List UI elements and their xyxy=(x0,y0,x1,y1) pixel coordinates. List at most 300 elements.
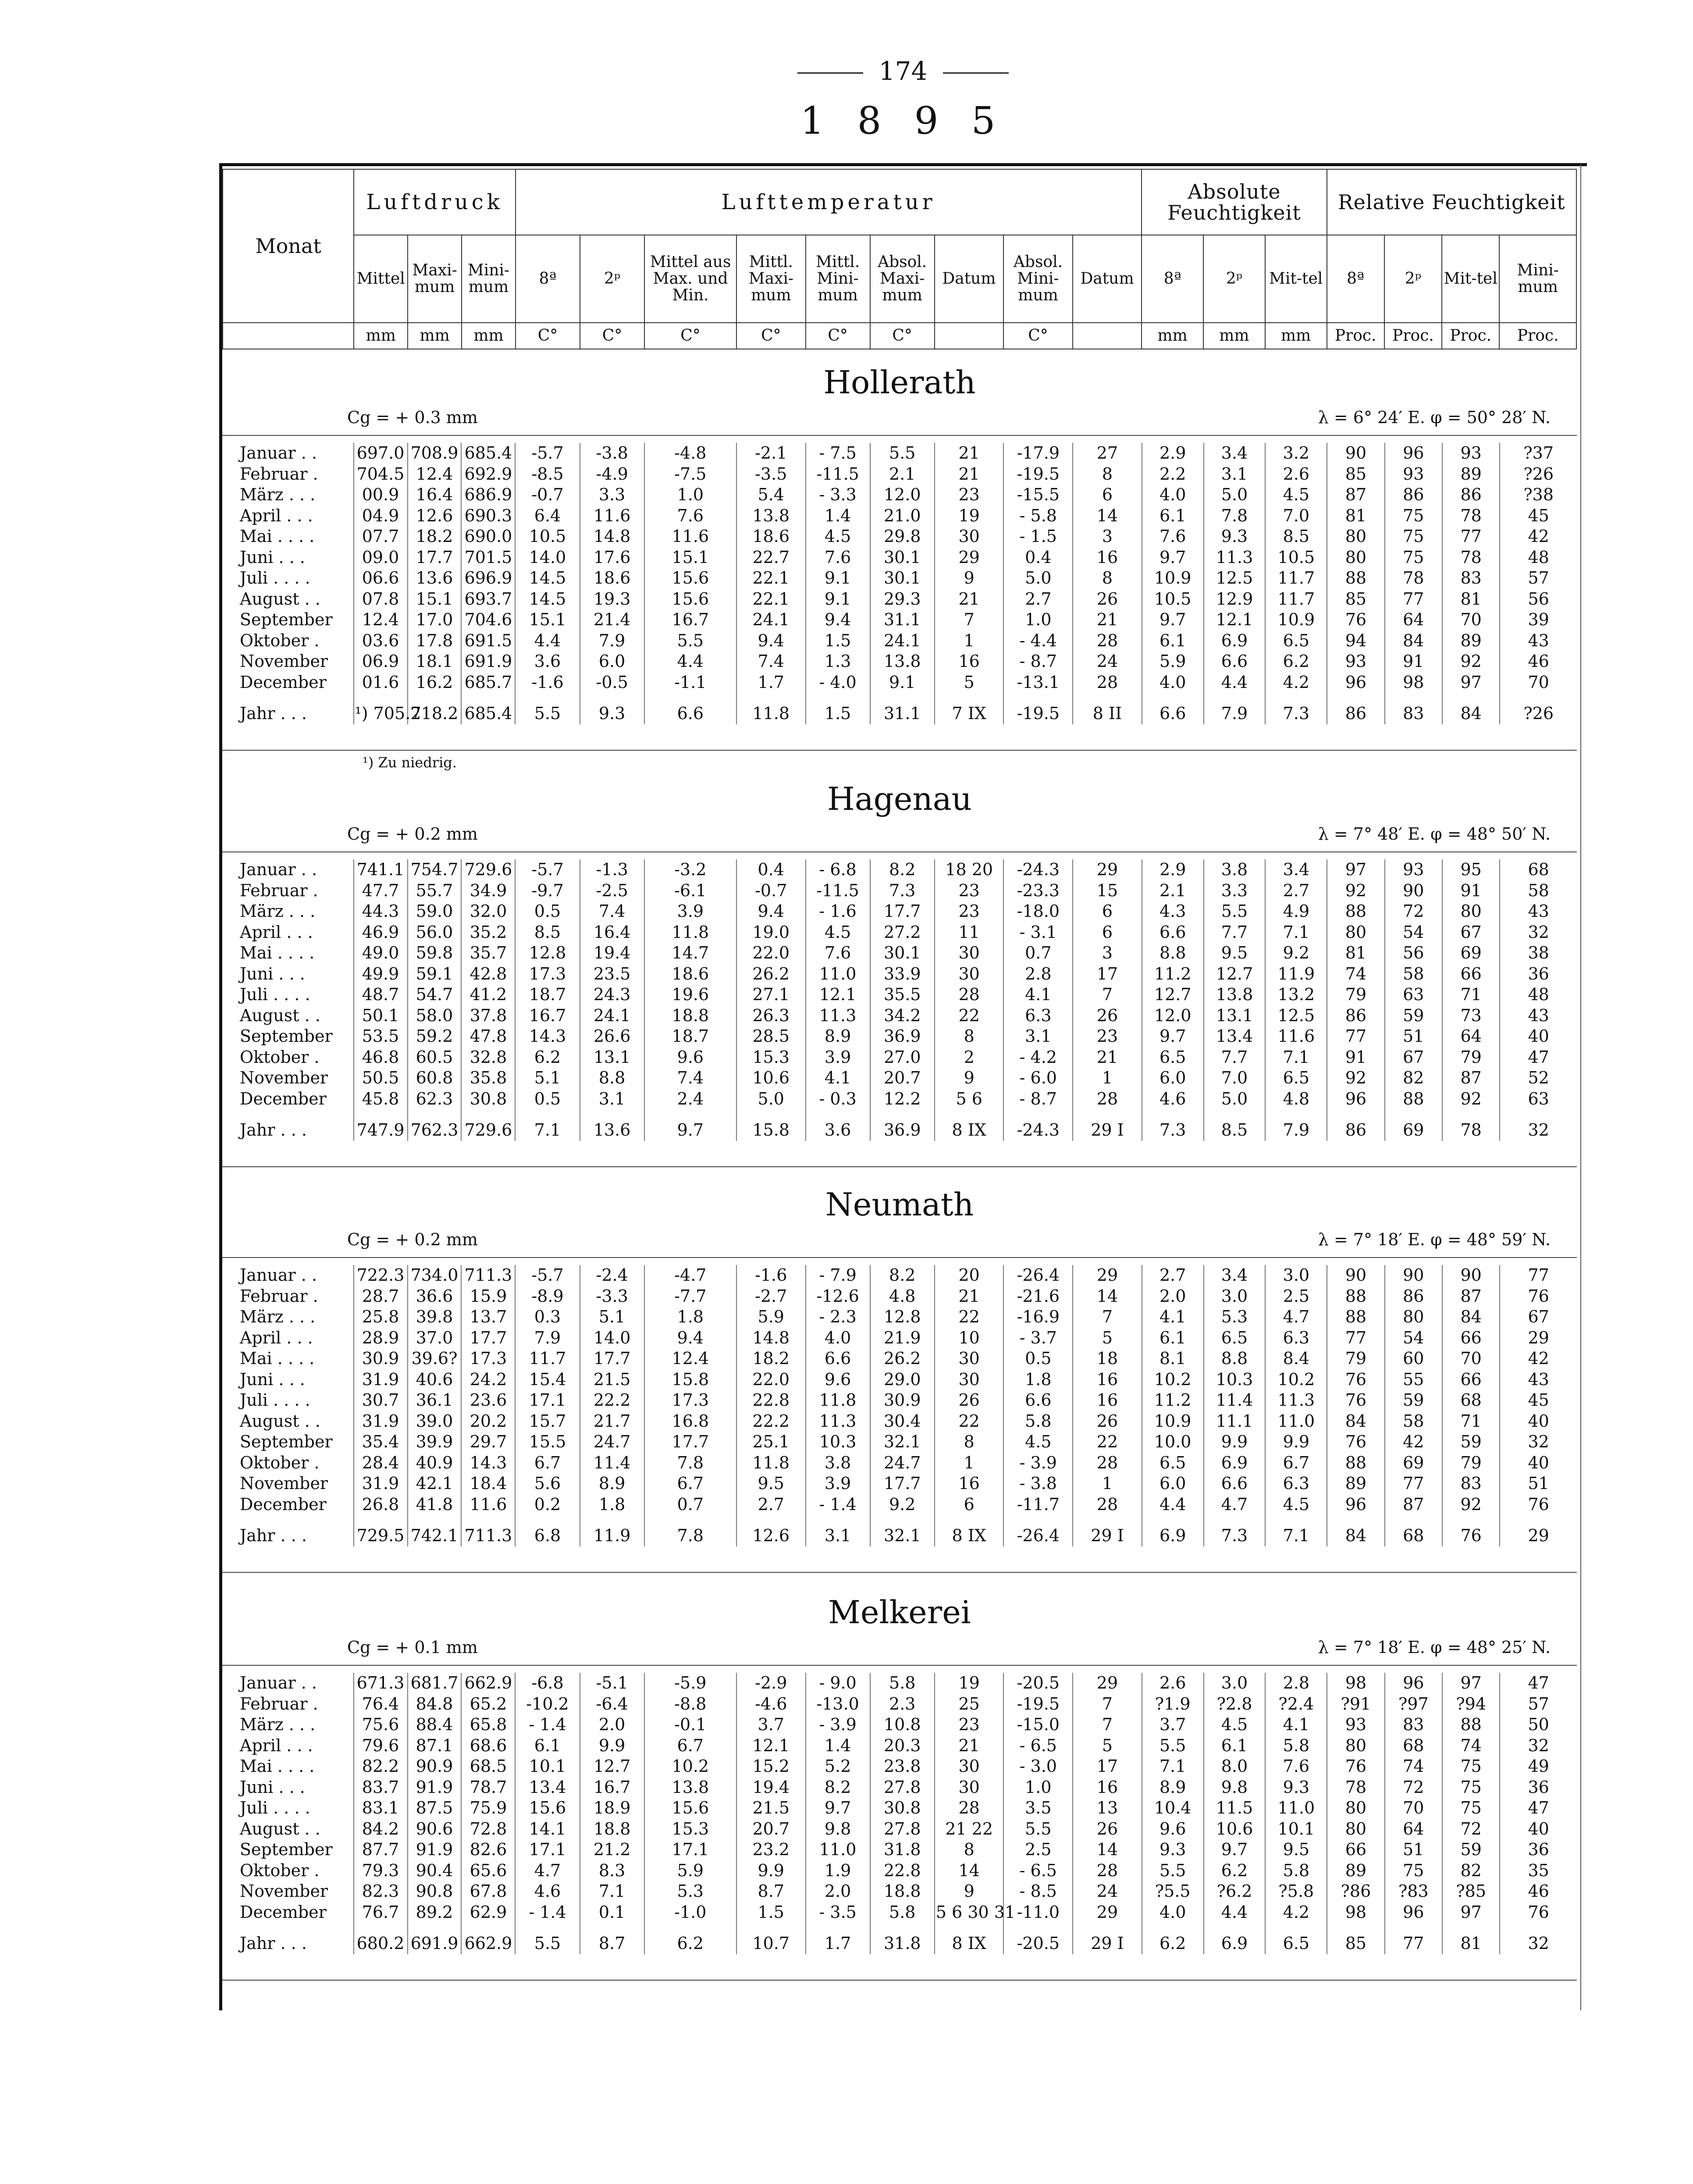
data-cell: 12.4 xyxy=(644,1348,736,1369)
data-cell: ?1.9 xyxy=(1142,1694,1204,1715)
data-cell: 5.9 xyxy=(736,1307,806,1328)
data-cell: 31.1 xyxy=(870,693,935,724)
data-cell: 04.9 xyxy=(354,506,408,527)
data-cell: 9 xyxy=(935,1068,1004,1089)
data-cell: 51 xyxy=(1385,1839,1442,1860)
data-cell: 11.3 xyxy=(1204,547,1266,568)
data-cell: 9.4 xyxy=(806,609,870,631)
data-cell: 4.5 xyxy=(1204,1714,1266,1735)
data-cell: 38 xyxy=(1500,943,1577,964)
month-row xyxy=(222,443,1577,464)
data-cell: 88 xyxy=(1327,1453,1384,1474)
data-cell: 70 xyxy=(1442,1348,1500,1369)
data-cell: 98 xyxy=(1327,1673,1384,1694)
data-cell: -6.4 xyxy=(580,1694,644,1715)
data-cell: -15.0 xyxy=(1003,1714,1073,1735)
data-cell: 2.8 xyxy=(1003,964,1073,985)
header-col: Mini-mum xyxy=(462,235,516,323)
data-cell: 30.1 xyxy=(870,568,935,589)
data-cell: 6.6 xyxy=(644,693,736,724)
data-cell: 23 xyxy=(935,880,1004,901)
data-cell: 39.8 xyxy=(408,1307,462,1328)
data-cell: 65.8 xyxy=(461,1714,515,1735)
data-cell: 17.6 xyxy=(580,547,644,568)
month-label: Mai . . . . xyxy=(240,1349,315,1368)
data-cell: 15.3 xyxy=(736,1047,806,1068)
data-cell: 68.5 xyxy=(461,1756,515,1777)
header-col: Mittel aus Max. und Min. xyxy=(644,235,736,323)
data-cell: -3.3 xyxy=(580,1286,644,1307)
data-cell: 46 xyxy=(1500,651,1577,672)
data-cell: 92 xyxy=(1327,1068,1384,1089)
data-cell: 77 xyxy=(1442,526,1500,547)
data-cell: 92 xyxy=(1442,651,1500,672)
data-cell: 9 xyxy=(935,1881,1004,1902)
data-cell: 13.8 xyxy=(870,651,935,672)
data-cell: -4.7 xyxy=(644,1265,736,1286)
station-cg: Cg = + 0.2 mm xyxy=(347,1230,478,1249)
header-lufttemperatur: Lufttemperatur xyxy=(516,169,1142,235)
station-rule xyxy=(222,435,1577,436)
data-cell: 15.1 xyxy=(644,547,736,568)
data-cell: 78 xyxy=(1385,568,1442,589)
data-cell: 10.4 xyxy=(1142,1798,1204,1819)
station-footnote: ¹) Zu niedrig. xyxy=(363,754,457,771)
data-cell: 66 xyxy=(1442,964,1500,985)
data-cell: 90 xyxy=(1442,1265,1500,1286)
data-cell: 5.8 xyxy=(1265,1735,1327,1756)
data-cell: 11.6 xyxy=(1265,1026,1327,1047)
month-label: August . . xyxy=(240,1411,320,1431)
data-cell: 88 xyxy=(1327,901,1384,922)
data-cell: 2.9 xyxy=(1142,859,1204,880)
data-cell: 0.5 xyxy=(515,1089,580,1110)
data-cell: 86 xyxy=(1385,485,1442,506)
data-cell: 16 xyxy=(1073,1390,1142,1411)
data-cell: 77 xyxy=(1327,1026,1384,1047)
data-cell: 12.7 xyxy=(580,1756,644,1777)
data-cell: 80 xyxy=(1385,1307,1442,1328)
data-cell: 80 xyxy=(1327,547,1384,568)
header-unit: C° xyxy=(736,323,806,349)
data-cell: 28.9 xyxy=(354,1328,408,1349)
data-cell: 8.7 xyxy=(736,1881,806,1902)
data-cell: 59 xyxy=(1442,1839,1500,1860)
data-cell: 15.6 xyxy=(644,1798,736,1819)
data-cell: 74 xyxy=(1442,1735,1500,1756)
data-cell: 6.2 xyxy=(515,1047,580,1068)
data-cell: 6.4 xyxy=(515,506,580,527)
data-cell: 21 22 xyxy=(935,1819,1004,1840)
data-cell: 88 xyxy=(1327,568,1384,589)
data-cell: 11.0 xyxy=(1265,1411,1327,1432)
data-cell: 8 xyxy=(1073,568,1142,589)
data-cell: 34.9 xyxy=(461,880,515,901)
page-number-dash-right xyxy=(943,72,1009,74)
data-cell: 17.7 xyxy=(870,901,935,922)
data-cell: ?2.4 xyxy=(1265,1694,1327,1715)
month-row xyxy=(222,1307,1577,1328)
month-row xyxy=(222,1286,1577,1307)
data-cell: -7.5 xyxy=(644,464,736,485)
data-cell: 89 xyxy=(1327,1860,1384,1881)
data-cell: 74 xyxy=(1385,1756,1442,1777)
data-cell: 12.7 xyxy=(1204,964,1266,985)
data-cell: 4.7 xyxy=(515,1860,580,1881)
data-cell: 11.9 xyxy=(1265,964,1327,985)
data-cell: 90.9 xyxy=(408,1756,462,1777)
data-cell: 51 xyxy=(1385,1026,1442,1047)
data-cell: 3.8 xyxy=(806,1453,870,1474)
data-cell: 15.3 xyxy=(644,1819,736,1840)
data-cell: 91 xyxy=(1327,1047,1384,1068)
header-unit xyxy=(935,323,1004,349)
data-cell: 0.5 xyxy=(1003,1348,1073,1369)
data-cell: 14.7 xyxy=(644,943,736,964)
data-cell: 12.5 xyxy=(1204,568,1266,589)
data-cell: 6.9 xyxy=(1142,1515,1204,1546)
month-row xyxy=(222,1369,1577,1390)
data-cell: 4.6 xyxy=(515,1881,580,1902)
data-cell: 1.7 xyxy=(736,672,806,693)
data-cell: 8 IX xyxy=(935,1923,1004,1954)
data-cell: 2.5 xyxy=(1003,1839,1073,1860)
data-cell: 29 xyxy=(1073,1902,1142,1923)
data-cell: 46.9 xyxy=(354,922,408,943)
data-cell: 21 xyxy=(935,443,1004,464)
data-cell: 5 xyxy=(935,672,1004,693)
month-row xyxy=(222,1756,1577,1777)
data-cell: 3 xyxy=(1073,526,1142,547)
data-cell: 10.5 xyxy=(1142,589,1204,610)
data-cell: 3.4 xyxy=(1204,1265,1266,1286)
data-cell: 75 xyxy=(1385,1860,1442,1881)
data-cell: 9.9 xyxy=(1204,1432,1266,1453)
data-cell: 9.6 xyxy=(644,1047,736,1068)
data-cell: 84 xyxy=(1327,1515,1384,1546)
data-cell: 6.3 xyxy=(1265,1328,1327,1349)
data-cell: 29 I xyxy=(1073,1109,1142,1141)
month-row xyxy=(222,526,1577,547)
data-cell: 24.1 xyxy=(736,609,806,631)
data-cell: 28.7 xyxy=(354,1286,408,1307)
data-cell: 28.4 xyxy=(354,1453,408,1474)
data-cell: 9.9 xyxy=(1265,1432,1327,1453)
data-cell: 11.6 xyxy=(580,506,644,527)
data-cell: 23.6 xyxy=(461,1390,515,1411)
header-unit: C° xyxy=(1003,323,1073,349)
data-cell: - 6.0 xyxy=(1003,1068,1073,1089)
data-cell: -5.7 xyxy=(515,1265,580,1286)
data-cell: 16 xyxy=(1073,547,1142,568)
data-cell: 22.1 xyxy=(736,568,806,589)
page-number xyxy=(0,56,1693,86)
data-cell: 31.8 xyxy=(870,1923,935,1954)
data-cell: 35.2 xyxy=(461,922,515,943)
data-cell: 20.7 xyxy=(736,1819,806,1840)
data-cell: 8.8 xyxy=(580,1068,644,1089)
data-cell: 22 xyxy=(935,1411,1004,1432)
station-table xyxy=(222,1673,1577,1954)
data-cell: 5.1 xyxy=(580,1307,644,1328)
data-cell: 18 20 xyxy=(935,859,1004,880)
data-cell: 41.2 xyxy=(461,984,515,1005)
data-cell: 30.1 xyxy=(870,547,935,568)
data-cell: 4.5 xyxy=(1003,1432,1073,1453)
data-cell: 76 xyxy=(1500,1286,1577,1307)
data-cell: 2.4 xyxy=(644,1089,736,1110)
data-cell: 9.9 xyxy=(736,1860,806,1881)
data-cell: 11.8 xyxy=(736,1453,806,1474)
data-cell: - 5.8 xyxy=(1003,506,1073,527)
month-row xyxy=(222,1735,1577,1756)
data-cell: -11.5 xyxy=(806,464,870,485)
data-cell: 10.1 xyxy=(1265,1819,1327,1840)
data-cell: 5 6 xyxy=(935,1089,1004,1110)
data-cell: 3 xyxy=(1073,943,1142,964)
data-cell: 5.8 xyxy=(1265,1860,1327,1881)
data-cell: 32 xyxy=(1500,922,1577,943)
data-cell: 94 xyxy=(1327,631,1384,652)
data-cell: 49 xyxy=(1500,1756,1577,1777)
data-cell: 72 xyxy=(1385,1777,1442,1798)
data-cell: - 3.7 xyxy=(1003,1328,1073,1349)
data-cell: 30 xyxy=(935,1777,1004,1798)
data-cell: 65.6 xyxy=(461,1860,515,1881)
data-cell: 9.6 xyxy=(1142,1819,1204,1840)
data-cell: 8 xyxy=(1073,464,1142,485)
data-cell: 27.2 xyxy=(870,922,935,943)
data-cell: 72 xyxy=(1385,901,1442,922)
data-cell: 708.9 xyxy=(408,443,462,464)
data-cell: 6.9 xyxy=(1204,1453,1266,1474)
data-cell: 23.2 xyxy=(736,1839,806,1860)
data-cell: 58.0 xyxy=(408,1005,462,1026)
data-cell: 10.2 xyxy=(644,1756,736,1777)
data-cell: 24.3 xyxy=(580,984,644,1005)
data-cell: 1.5 xyxy=(806,631,870,652)
data-cell: 4.4 xyxy=(1204,1902,1266,1923)
data-cell: 7.9 xyxy=(1265,1109,1327,1141)
data-cell: 30.4 xyxy=(870,1411,935,1432)
data-cell: 76 xyxy=(1327,609,1384,631)
data-cell: 7.4 xyxy=(736,651,806,672)
month-row xyxy=(222,485,1577,506)
data-cell: 8.5 xyxy=(1204,1109,1266,1141)
data-cell: 24 xyxy=(1073,651,1142,672)
data-cell: 06.6 xyxy=(354,568,408,589)
page-number-text: 174 xyxy=(879,56,928,86)
month-label: November xyxy=(240,652,328,671)
data-cell: 11.7 xyxy=(1265,589,1327,610)
header-col: 8ª xyxy=(1142,235,1203,323)
data-cell: -6.8 xyxy=(515,1673,580,1694)
data-cell: 6.6 xyxy=(1204,1473,1266,1494)
data-cell: 6.0 xyxy=(580,651,644,672)
data-cell: 4.0 xyxy=(1142,485,1204,506)
data-cell: 685.4 xyxy=(461,443,515,464)
data-cell: 80 xyxy=(1327,1798,1384,1819)
data-cell: 15.2 xyxy=(736,1756,806,1777)
data-cell: 90 xyxy=(1327,1265,1384,1286)
data-cell: ¹) 705.2 xyxy=(354,693,408,724)
data-cell: 7.9 xyxy=(515,1328,580,1349)
month-row xyxy=(222,901,1577,922)
data-cell: -3.2 xyxy=(644,859,736,880)
data-cell: 4.1 xyxy=(1142,1307,1204,1328)
data-cell: 12.6 xyxy=(408,506,462,527)
data-cell: 81 xyxy=(1442,589,1500,610)
data-cell: 76 xyxy=(1500,1902,1577,1923)
data-cell: 76.4 xyxy=(354,1694,408,1715)
data-cell: 17.0 xyxy=(408,609,462,631)
data-cell: 54 xyxy=(1385,922,1442,943)
data-cell: 10.6 xyxy=(736,1068,806,1089)
data-cell: 2.7 xyxy=(1142,1265,1204,1286)
data-cell: 5.5 xyxy=(1142,1860,1204,1881)
data-cell: 47 xyxy=(1500,1798,1577,1819)
data-cell: 22.1 xyxy=(736,589,806,610)
data-cell: 3.5 xyxy=(1003,1798,1073,1819)
data-cell: -2.4 xyxy=(580,1265,644,1286)
data-cell: 3.6 xyxy=(515,651,580,672)
data-cell: 80 xyxy=(1327,1735,1384,1756)
data-cell: 7 xyxy=(1073,1307,1142,1328)
data-cell: 26 xyxy=(1073,1819,1142,1840)
data-cell: 697.0 xyxy=(354,443,408,464)
data-cell: -2.9 xyxy=(736,1673,806,1694)
data-cell: 4.4 xyxy=(1142,1494,1204,1515)
data-cell: 84 xyxy=(1442,1307,1500,1328)
data-cell: -21.6 xyxy=(1003,1286,1073,1307)
data-cell: 3.9 xyxy=(806,1473,870,1494)
data-cell: 33.9 xyxy=(870,964,935,985)
data-cell: 4.7 xyxy=(1265,1307,1327,1328)
data-cell: 32 xyxy=(1500,1923,1577,1954)
station-cg: Cg = + 0.2 mm xyxy=(347,824,478,844)
month-row xyxy=(222,1432,1577,1453)
data-cell: 5.5 xyxy=(515,693,580,724)
data-cell: 1 xyxy=(1073,1473,1142,1494)
month-label: März . . . xyxy=(240,901,316,921)
month-label: December xyxy=(240,1089,327,1108)
data-cell: - 0.3 xyxy=(806,1089,870,1110)
data-cell: ?83 xyxy=(1385,1881,1442,1902)
data-cell: 7.7 xyxy=(1204,922,1266,943)
data-cell: -19.5 xyxy=(1003,464,1073,485)
data-cell: 15.8 xyxy=(644,1369,736,1390)
header-col: Mini-mum xyxy=(1499,235,1576,323)
data-cell: 6 xyxy=(1073,901,1142,922)
data-cell: - 3.3 xyxy=(806,485,870,506)
data-cell: 79.3 xyxy=(354,1860,408,1881)
data-cell: 8 xyxy=(935,1839,1004,1860)
data-cell: 8.9 xyxy=(580,1473,644,1494)
data-cell: 9.4 xyxy=(644,1328,736,1349)
data-cell: 6.5 xyxy=(1142,1453,1204,1474)
data-cell: -19.5 xyxy=(1003,1694,1073,1715)
data-cell: 729.5 xyxy=(354,1515,408,1546)
data-cell: 9.4 xyxy=(736,901,806,922)
data-cell: 3.7 xyxy=(736,1714,806,1735)
data-cell: 18.9 xyxy=(580,1798,644,1819)
data-cell: 14.0 xyxy=(515,547,580,568)
data-cell: 18 xyxy=(1073,1348,1142,1369)
data-cell: 39 xyxy=(1500,609,1577,631)
data-cell: 3.0 xyxy=(1204,1286,1266,1307)
month-row xyxy=(222,1839,1577,1860)
data-cell: 19.4 xyxy=(580,943,644,964)
data-cell: 07.7 xyxy=(354,526,408,547)
data-cell: 87.5 xyxy=(408,1798,462,1819)
data-cell: - 3.9 xyxy=(806,1714,870,1735)
data-cell: 30 xyxy=(935,526,1004,547)
data-cell: 55 xyxy=(1385,1369,1442,1390)
data-cell: - 1.5 xyxy=(1003,526,1073,547)
data-cell: 87.7 xyxy=(354,1839,408,1860)
data-cell: 21 xyxy=(935,464,1004,485)
month-row xyxy=(222,859,1577,880)
data-cell: ?26 xyxy=(1500,464,1577,485)
data-cell: 83 xyxy=(1442,568,1500,589)
data-cell: 77 xyxy=(1327,1328,1384,1349)
data-cell: 7.4 xyxy=(580,901,644,922)
data-cell: 15.1 xyxy=(408,589,462,610)
data-cell: 7 IX xyxy=(935,693,1004,724)
data-cell: -8.8 xyxy=(644,1694,736,1715)
data-cell: 762.3 xyxy=(408,1109,462,1141)
data-cell: -11.5 xyxy=(806,880,870,901)
data-cell: 06.9 xyxy=(354,651,408,672)
data-cell: 16 xyxy=(1073,1777,1142,1798)
data-cell: 3.3 xyxy=(1204,880,1266,901)
data-cell: 11.2 xyxy=(1142,964,1204,985)
data-cell: 28 xyxy=(1073,1453,1142,1474)
data-cell: 32.1 xyxy=(870,1432,935,1453)
data-cell: 40.9 xyxy=(408,1453,462,1474)
data-cell: 9.5 xyxy=(1265,1839,1327,1860)
month-row xyxy=(222,1494,1577,1515)
data-cell: - 1.4 xyxy=(515,1902,580,1923)
month-row xyxy=(222,1265,1577,1286)
data-cell: 10.2 xyxy=(1265,1369,1327,1390)
data-cell: 17 xyxy=(1073,1756,1142,1777)
data-cell: 11.7 xyxy=(1265,568,1327,589)
data-cell: 42 xyxy=(1500,1348,1577,1369)
data-cell: 18.4 xyxy=(461,1473,515,1494)
data-cell: 6.9 xyxy=(1204,631,1266,652)
data-cell: 89.2 xyxy=(408,1902,462,1923)
data-cell: 9.7 xyxy=(1142,609,1204,631)
month-row xyxy=(222,984,1577,1005)
data-cell: 35.7 xyxy=(461,943,515,964)
data-cell: 83 xyxy=(1442,1473,1500,1494)
data-cell: 13.2 xyxy=(1265,984,1327,1005)
data-cell: 15.9 xyxy=(461,1286,515,1307)
data-cell: 6.7 xyxy=(515,1453,580,1474)
data-cell: 8 II xyxy=(1073,693,1142,724)
month-label: April . . . xyxy=(240,506,313,525)
data-cell: 5.0 xyxy=(1204,485,1266,506)
month-row xyxy=(222,1026,1577,1047)
data-cell: 17.7 xyxy=(870,1473,935,1494)
data-cell: 22.7 xyxy=(736,547,806,568)
data-cell: 24.2 xyxy=(461,1369,515,1390)
data-cell: 89 xyxy=(1442,464,1500,485)
data-cell: 79 xyxy=(1442,1047,1500,1068)
month-label: Juni . . . xyxy=(240,1369,305,1389)
data-cell: 79 xyxy=(1327,1348,1384,1369)
